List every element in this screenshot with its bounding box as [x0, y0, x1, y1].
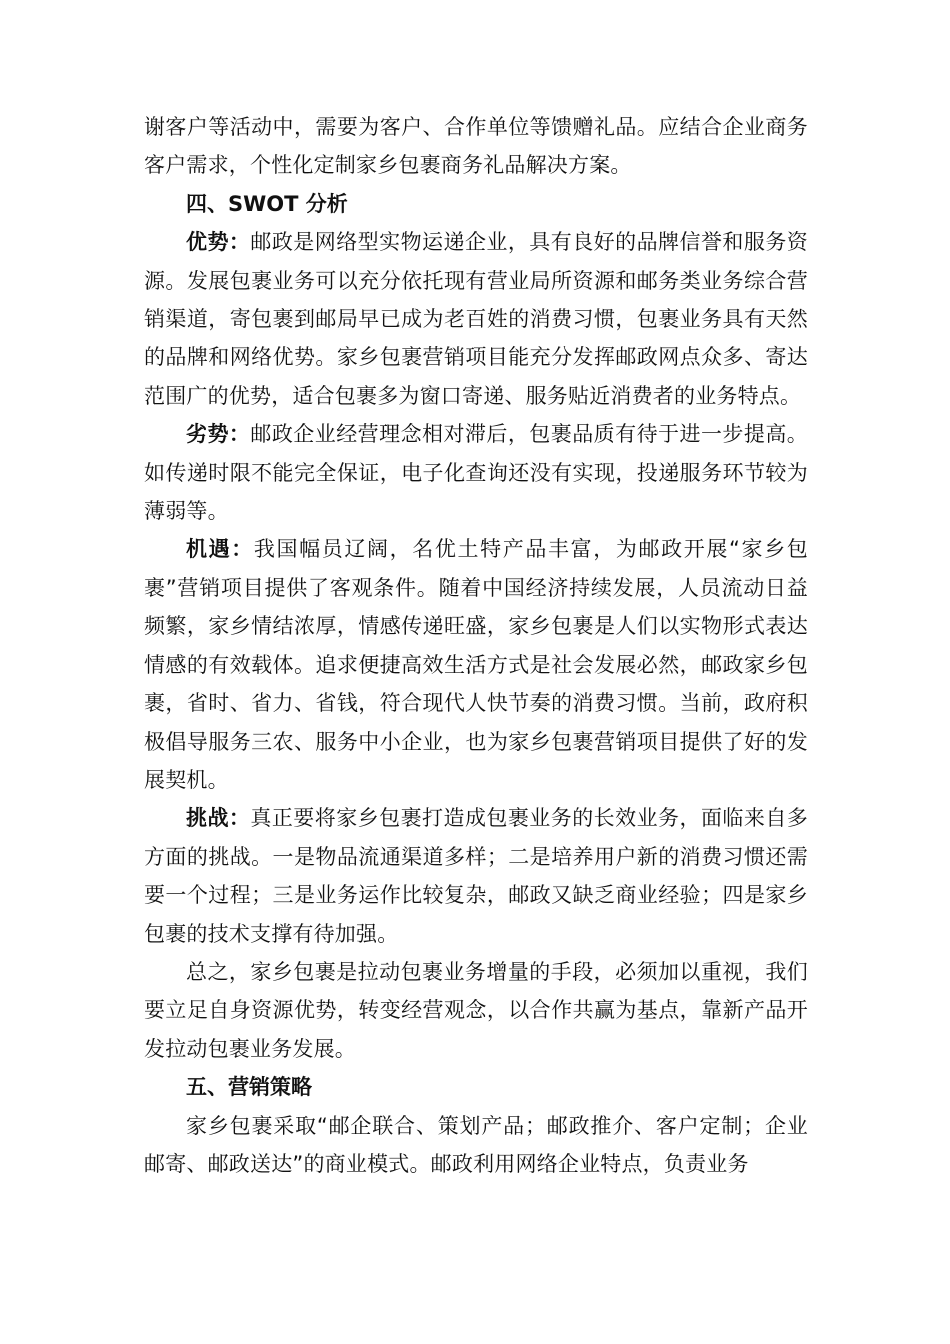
weaknesses-text: 邮政企业经营理念相对滞后，包裹品质有待于进一步提高。如传递时限不能完全保证，电子化查询还没有实现，投递服务环节较为薄弱等。	[144, 422, 808, 524]
document-body	[144, 108, 808, 1183]
threats-paragraph	[144, 799, 808, 953]
intro-continued-paragraph: 谢客户等活动中，需要为客户、合作单位等馈赠礼品。应结合企业商务客户需求，个性化定制家乡包裹商务礼品解决方案。	[144, 115, 808, 178]
threats-text: 真正要将家乡包裹打造成包裹业务的长效业务，面临来自多方面的挑战。一是物品流通渠道多样；二是培养用户新的消费习惯还需要一个过程；三是业务运作比较复杂，邮政又缺乏商业经验；四是家乡包裹的技术支撑有待加强。	[144, 806, 808, 946]
opportunities-paragraph	[144, 530, 808, 799]
section-4-heading: 四、SWOT 分析	[186, 191, 348, 216]
strengths-paragraph	[144, 223, 808, 415]
opportunities-label: 机遇：	[186, 537, 254, 562]
section-5-heading: 五、营销策略	[186, 1075, 312, 1100]
summary-paragraph: 总之，家乡包裹是拉动包裹业务增量的手段，必须加以重视，我们要立足自身资源优势，转变经营观念，以合作共赢为基点，靠新产品开发拉动包裹业务发展。	[144, 959, 808, 1061]
weaknesses-label: 劣势：	[186, 422, 251, 447]
threats-label: 挑战：	[186, 806, 251, 831]
weaknesses-paragraph	[144, 415, 808, 530]
strategy-paragraph: 家乡包裹采取“邮企联合、策划产品；邮政推介、客户定制；企业邮寄、邮政送达”的商业模式。邮政利用网络企业特点，负责业务	[144, 1113, 808, 1176]
strengths-text: 邮政是网络型实物运递企业，具有良好的品牌信誉和服务资源。发展包裹业务可以充分依托现有营业局所资源和邮务类业务综合营销渠道，寄包裹到邮局早已成为老百姓的消费习惯，包裹业务具有天然的品牌和网络优势。家乡包裹营销项目能充分发挥邮政网点众多、寄达范围广的优势，适合包裹多为窗口寄递、服务贴近消费者的业务特点。	[144, 230, 808, 408]
strengths-label: 优势：	[186, 230, 251, 255]
opportunities-text: 我国幅员辽阔，名优土特产品丰富，为邮政开展“家乡包裹”营销项目提供了客观条件。随着中国经济持续发展，人员流动日益频繁，家乡情结浓厚，情感传递旺盛，家乡包裹是人们以实物形式表达情感的有效载体。追求便捷高效生活方式是社会发展必然，邮政家乡包裹，省时、省力、省钱，符合现代人快节奏的消费习惯。当前，政府积极倡导服务三农、服务中小企业，也为家乡包裹营销项目提供了好的发展契机。	[144, 537, 808, 792]
